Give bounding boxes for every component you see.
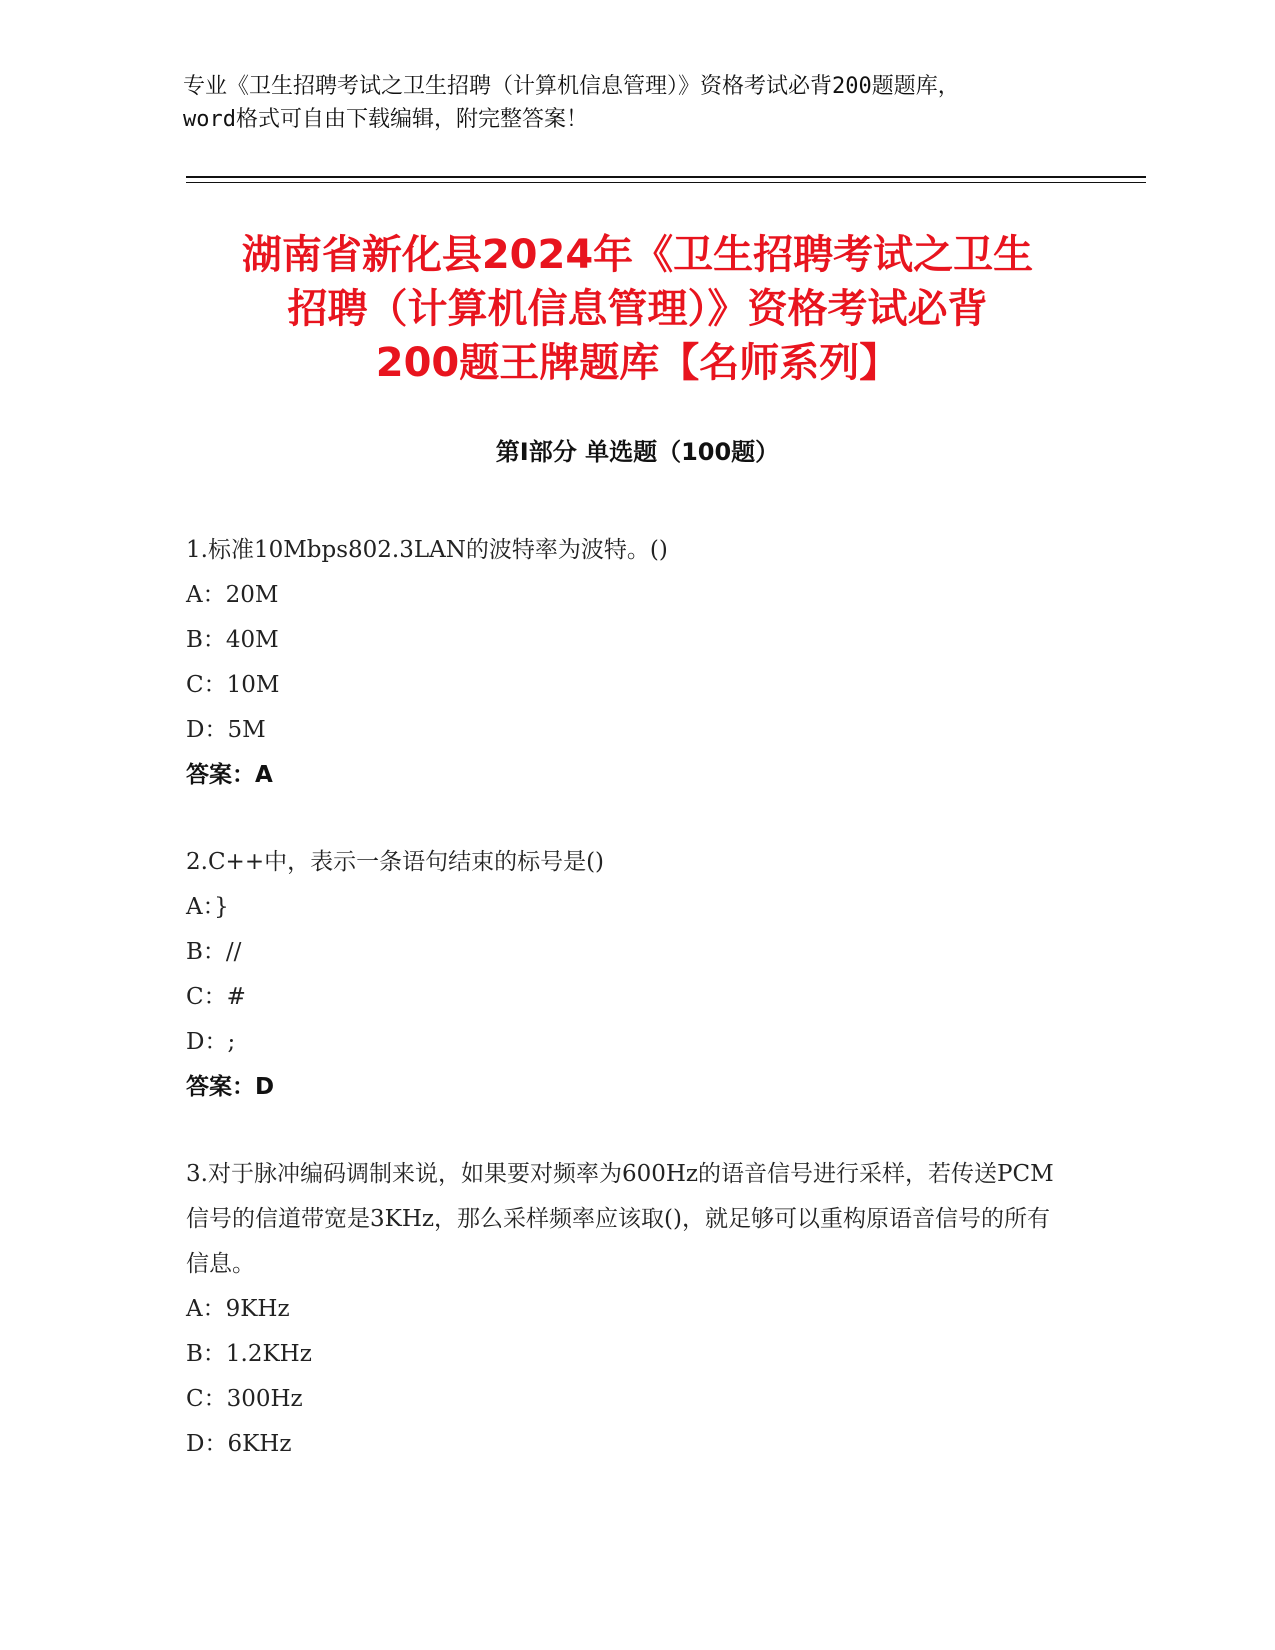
question-list	[186, 528, 1066, 1509]
question-option: A：}	[186, 894, 229, 920]
question-item	[186, 1152, 1066, 1467]
question-option: B：1.2KHz	[186, 1341, 312, 1367]
section-heading: 第Ⅰ部分 单选题（100题）	[495, 438, 780, 466]
question-answer: 答案：D	[186, 1074, 275, 1100]
question-option: B：//	[186, 939, 242, 965]
question-option: A：9KHz	[186, 1296, 290, 1322]
document-title-line: 200题王牌题库【名师系列】	[375, 340, 900, 386]
question-option: D：5M	[186, 717, 266, 743]
question-option: D：;	[186, 1029, 236, 1055]
question-option: D：6KHz	[186, 1431, 292, 1457]
question-option: C：#	[186, 984, 246, 1010]
document-title	[150, 228, 1125, 390]
header-divider	[186, 182, 1146, 183]
document-title-line: 湖南省新化县2024年《卫生招聘考试之卫生	[241, 232, 1034, 278]
question-option: A：20M	[186, 582, 279, 608]
document-title-line: 招聘（计算机信息管理）》资格考试必背	[287, 286, 988, 332]
question-answer: 答案：A	[186, 762, 273, 788]
header-note-line: word格式可自由下载编辑，附完整答案！	[183, 107, 588, 132]
question-item	[186, 840, 1066, 1110]
question-stem: 3.对于脉冲编码调制来说，如果要对频率为600Hz的语音信号进行采样，若传送PCM信号的信道带宽是3KHz，那么采样频率应该取()，就足够可以重构原语音信号的所有信息。	[186, 1161, 1054, 1277]
question-stem: 2.C++中，表示一条语句结束的标号是()	[186, 849, 605, 875]
question-option: C：300Hz	[186, 1386, 303, 1412]
header-note	[183, 70, 1083, 136]
question-option: C：10M	[186, 672, 280, 698]
question-option: B：40M	[186, 627, 279, 653]
question-stem: 1.标准10Mbps802.3LAN的波特率为波特。()	[186, 537, 668, 563]
header-divider	[186, 176, 1146, 178]
header-note-line: 专业《卫生招聘考试之卫生招聘（计算机信息管理）》资格考试必背200题题库，	[183, 74, 960, 99]
question-item	[186, 528, 1066, 798]
